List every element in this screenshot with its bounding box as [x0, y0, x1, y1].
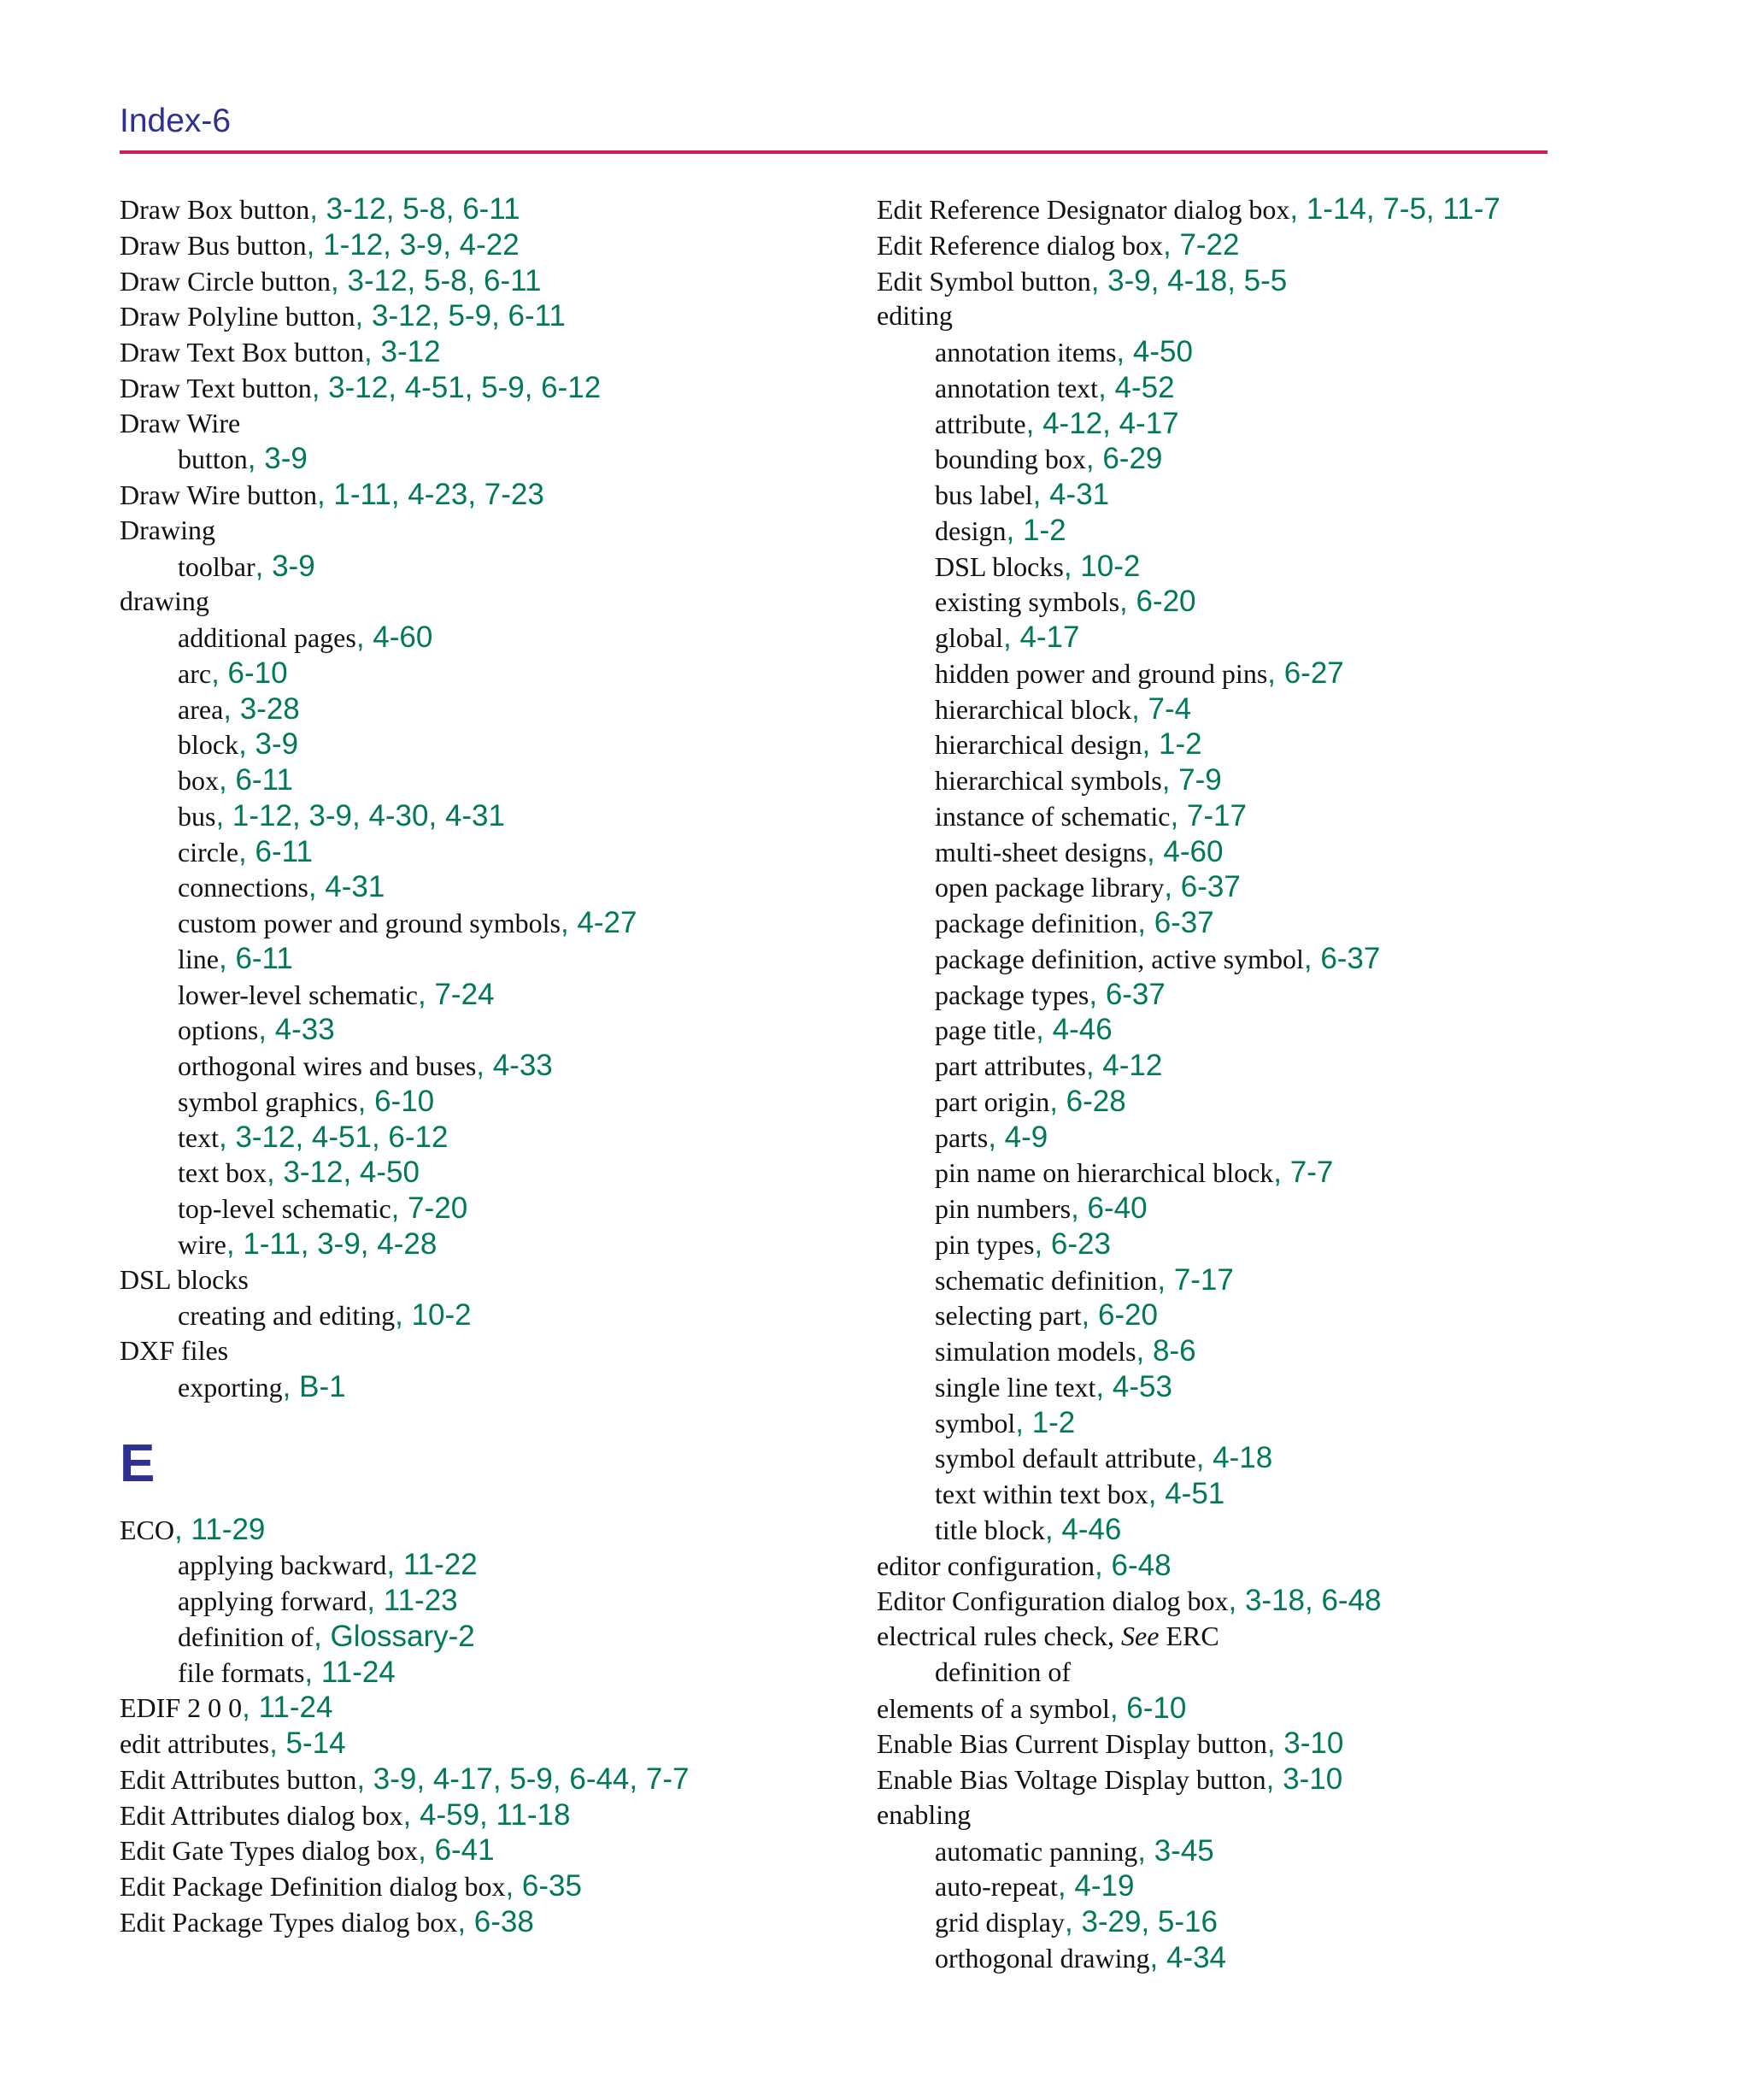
index-term: pin name on hierarchical block [935, 1157, 1274, 1189]
page-references[interactable]: 6-37 [1154, 906, 1214, 939]
index-subentry: options, 4-33 [178, 1013, 335, 1047]
index-term: Draw Polyline button [120, 301, 355, 332]
index-term: bounding box [935, 444, 1086, 475]
index-subentry: circle, 6-11 [178, 834, 313, 868]
index-term: design [935, 515, 1007, 546]
index-term: auto-repeat [935, 1871, 1058, 1903]
index-term: open package library [935, 872, 1165, 903]
page-references[interactable]: 3-12, 5-8, 6-11 [347, 263, 542, 297]
page-references[interactable]: 6-37 [1105, 977, 1166, 1011]
page-references[interactable]: 4-33 [492, 1049, 553, 1082]
page-references[interactable]: 3-10 [1283, 1726, 1344, 1761]
page-references[interactable]: 7-9 [1178, 763, 1222, 797]
page-references[interactable]: 1-12, 3-9, 4-22 [323, 227, 520, 262]
index-subentry: symbol, 1-2 [935, 1405, 1076, 1439]
index-subentry: creating and editing, 10-2 [178, 1298, 472, 1332]
page-references[interactable]: 7-24 [434, 977, 495, 1011]
index-entry: elements of a symbol, 6-10 [877, 1691, 1187, 1725]
index-subentry: applying forward, 11-23 [178, 1584, 458, 1617]
index-subentry: definition of, Glossary-2 [178, 1619, 475, 1653]
page-references[interactable]: 4-18 [1213, 1441, 1273, 1475]
page-references[interactable]: 8-6 [1153, 1334, 1196, 1368]
index-term: Drawing [120, 514, 215, 545]
index-subentry: multi-sheet designs, 4-60 [935, 834, 1224, 868]
page-references[interactable]: 4-46 [1061, 1512, 1122, 1546]
page-references[interactable]: 3-12, 4-51, 5-9, 6-12 [328, 370, 602, 404]
index-entry: Draw Wire button, 1-11, 4-23, 7-23 [120, 478, 544, 511]
index-subentry: bus, 1-12, 3-9, 4-30, 4-31 [178, 798, 505, 832]
page-references[interactable]: 4-46 [1052, 1013, 1113, 1047]
page-references[interactable]: 7-17 [1186, 798, 1247, 832]
index-term: Draw Circle button [120, 265, 332, 297]
index-term: Edit Symbol button [877, 265, 1091, 297]
index-term: definition of [178, 1621, 314, 1652]
page-references[interactable]: 11-23 [383, 1584, 458, 1617]
index-subentry: existing symbols, 6-20 [935, 585, 1196, 619]
index-term: parts [935, 1121, 989, 1153]
index-term: connections [178, 872, 308, 903]
index-term: Draw Text Box button [120, 337, 365, 368]
index-subentry: block, 3-9 [178, 727, 299, 762]
page-references[interactable]: 4-52 [1114, 370, 1175, 404]
index-term: Edit Package Types dialog box [120, 1906, 458, 1938]
index-entry [120, 584, 872, 620]
index-entry: Draw Text button, 3-12, 4-51, 5-9, 6-12 [120, 370, 602, 404]
page-references[interactable]: 6-37 [1320, 941, 1381, 975]
index-entry: editor configuration, 6-48 [877, 1548, 1172, 1582]
index-subentry: symbol graphics, 6-10 [178, 1084, 435, 1118]
index-term: applying forward [178, 1585, 367, 1616]
index-term: multi-sheet designs [935, 836, 1147, 868]
index-term: hidden power and ground pins [935, 657, 1268, 689]
index-term: toolbar [178, 550, 255, 582]
index-term: text box [178, 1157, 267, 1189]
page-references[interactable]: 4-51 [1165, 1477, 1225, 1510]
page-references[interactable]: 4-9 [1004, 1120, 1048, 1154]
page-references[interactable]: 6-23 [1050, 1226, 1111, 1261]
index-entry: Enable Bias Voltage Display button, 3-10 [877, 1762, 1343, 1796]
page-references[interactable]: 6-35 [521, 1869, 582, 1903]
index-subentry: schematic definition, 7-17 [935, 1262, 1234, 1297]
index-term: button [178, 444, 248, 475]
index-term: selecting part [935, 1300, 1082, 1332]
page-references[interactable]: 6-28 [1066, 1084, 1126, 1118]
index-term: text within text box [935, 1479, 1148, 1509]
page-references[interactable]: 3-12, 4-50 [283, 1156, 420, 1190]
index-subentry: lower-level schematic, 7-24 [178, 977, 495, 1011]
page-references[interactable]: 6-29 [1102, 442, 1163, 476]
index-entry [120, 513, 872, 549]
index-term: box [178, 765, 219, 796]
header-rule [120, 150, 1547, 154]
index-subentry: DSL blocks, 10-2 [935, 549, 1141, 583]
index-term: elements of a symbol [877, 1692, 1110, 1724]
page-references[interactable]: 3-29, 5-16 [1081, 1905, 1218, 1938]
index-term: Edit Reference dialog box [877, 229, 1163, 261]
page-references[interactable]: 4-60 [373, 621, 433, 654]
index-term: annotation items [935, 337, 1117, 368]
page-references[interactable]: 3-10 [1283, 1762, 1343, 1796]
index-term: Draw Text button [120, 372, 312, 403]
index-term: Edit Reference Designator dialog box [877, 194, 1290, 225]
page-references[interactable]: 11-22 [402, 1548, 478, 1582]
index-subentry: annotation text, 4-52 [935, 370, 1175, 404]
index-term: orthogonal wires and buses [178, 1050, 477, 1081]
page-references[interactable]: B-1 [299, 1369, 346, 1403]
index-subentry: bus label, 4-31 [935, 478, 1110, 511]
index-term: electrical rules check, [877, 1621, 1115, 1651]
index-term: hierarchical design [935, 729, 1142, 761]
page-references[interactable]: 10-2 [411, 1298, 472, 1332]
index-subentry: orthogonal wires and buses, 4-33 [178, 1049, 553, 1082]
index-term: Draw Wire [120, 407, 241, 438]
index-term: Draw Bus button [120, 229, 307, 261]
index-entry: edit attributes, 5-14 [120, 1726, 346, 1760]
index-term: symbol [935, 1407, 1016, 1438]
index-term: applying backward [178, 1550, 387, 1581]
index-subentry: instance of schematic, 7-17 [935, 798, 1247, 832]
page-references[interactable]: 4-50 [1132, 335, 1193, 368]
index-entry: Editor Configuration dialog box, 3-18, 6-48 [877, 1584, 1382, 1618]
index-entry [120, 406, 872, 442]
index-term: wire [178, 1228, 226, 1260]
index-term: edit attributes [120, 1728, 270, 1759]
index-term: exporting [178, 1371, 283, 1403]
index-term: package definition [935, 908, 1138, 938]
index-term: EDIF 2 0 0 [120, 1692, 243, 1724]
page-references[interactable]: 4-60 [1163, 834, 1224, 868]
index-term: drawing [120, 585, 209, 617]
index-term: existing symbols [935, 586, 1120, 618]
index-term: enabling [877, 1798, 972, 1830]
index-term: Enable Bias Voltage Display button [877, 1764, 1266, 1795]
index-term: Editor Configuration dialog box [877, 1585, 1229, 1617]
index-subentry: hierarchical block, 7-4 [935, 691, 1192, 726]
index-term: Edit Gate Types dialog box [120, 1835, 419, 1867]
index-term: bus label [935, 479, 1033, 510]
page-references[interactable]: 4-12, 4-17 [1042, 406, 1179, 440]
page-references[interactable]: 11-29 [191, 1512, 266, 1546]
index-subentry: text within text box, 4-51 [935, 1477, 1225, 1510]
page-references[interactable]: 6-27 [1283, 656, 1344, 690]
page-references[interactable]: 4-12 [1102, 1049, 1163, 1082]
index-term: part attributes [935, 1050, 1086, 1081]
index-subentry: attribute, 4-12, 4-17 [935, 406, 1179, 440]
index-entry: Edit Package Types dialog box, 6-38 [120, 1904, 534, 1938]
index-subentry: pin numbers, 6-40 [935, 1191, 1148, 1225]
index-entry: Draw Bus button, 1-12, 3-9, 4-22 [120, 227, 520, 262]
index-entry: Edit Reference Designator dialog box, 1-14, 7-5, 11-7 [877, 192, 1500, 226]
index-term: arc [178, 657, 212, 689]
page-references[interactable]: 6-37 [1180, 870, 1241, 904]
page-references[interactable]: 5-14 [285, 1726, 346, 1760]
page-references[interactable]: 4-59, 11-18 [419, 1797, 571, 1832]
index-term: top-level schematic [178, 1193, 391, 1224]
index-entry [120, 1333, 872, 1369]
page-references[interactable]: 10-2 [1080, 549, 1141, 583]
index-subentry: bounding box, 6-29 [935, 442, 1163, 476]
index-subentry: open package library, 6-37 [935, 870, 1241, 904]
index-term: circle [178, 836, 239, 868]
page-references[interactable]: 4-31 [325, 870, 385, 904]
index-term: text [178, 1121, 219, 1153]
page-references[interactable]: 4-19 [1074, 1869, 1135, 1903]
page-references[interactable]: 4-17 [1019, 621, 1080, 654]
index-term: line [178, 943, 219, 974]
index-subentry: connections, 4-31 [178, 870, 385, 904]
index-subentry: custom power and ground symbols, 4-27 [178, 906, 637, 939]
index-subentry: pin types, 6-23 [935, 1226, 1111, 1261]
index-subentry: grid display, 3-29, 5-16 [935, 1905, 1218, 1938]
page-references[interactable]: 3-9 [264, 442, 308, 476]
index-term: page title [935, 1015, 1036, 1046]
page-references[interactable]: 3-12, 5-9, 6-11 [371, 299, 566, 333]
index-term: ECO [120, 1514, 174, 1545]
index-subentry: package types, 6-37 [935, 977, 1166, 1011]
index-term: pin numbers [935, 1193, 1072, 1224]
index-entry: Edit Attributes dialog box, 4-59, 11-18 [120, 1797, 571, 1832]
index-entry: Edit Reference dialog box, 7-22 [877, 227, 1240, 262]
index-subentry: arc, 6-10 [178, 656, 288, 690]
index-term: hierarchical block [935, 693, 1132, 725]
index-term: Draw Box button [120, 194, 310, 225]
index-subentry: button, 3-9 [178, 442, 308, 476]
index-entry [877, 1619, 1560, 1655]
index-entry: Edit Gate Types dialog box, 6-41 [120, 1833, 495, 1868]
index-term: schematic definition [935, 1264, 1158, 1296]
index-subentry: single line text, 4-53 [935, 1369, 1172, 1403]
index-entry [120, 1262, 872, 1298]
index-column-left [120, 191, 872, 1940]
index-term: attribute [935, 408, 1026, 439]
index-subentry: top-level schematic, 7-20 [178, 1191, 468, 1225]
index-term: file formats [178, 1656, 305, 1688]
index-term: part origin [935, 1085, 1050, 1117]
index-subentry: additional pages, 4-60 [178, 621, 433, 654]
index-subentry: design, 1-2 [935, 513, 1066, 547]
index-term: single line text [935, 1371, 1096, 1403]
index-term: additional pages [178, 622, 356, 653]
page-references[interactable]: 4-53 [1112, 1369, 1172, 1403]
index-subentry: part origin, 6-28 [935, 1084, 1126, 1118]
page-header: Index-6 [120, 103, 232, 139]
page-references[interactable]: 3-12 [380, 335, 441, 368]
see-target: ERC [1166, 1621, 1219, 1651]
page-references[interactable]: 3-9 [272, 549, 315, 583]
index-subentry: symbol default attribute, 4-18 [935, 1441, 1273, 1475]
index-subentry: annotation items, 4-50 [935, 335, 1193, 368]
index-term: package types [935, 979, 1089, 1010]
page-references[interactable]: 7-22 [1179, 227, 1240, 262]
page-references[interactable]: 6-38 [473, 1904, 534, 1938]
index-entry: Edit Attributes button, 3-9, 4-17, 5-9, 6-44, 7-7 [120, 1762, 690, 1796]
index-entry: Enable Bias Current Display button, 3-10 [877, 1726, 1344, 1761]
index-term: symbol graphics [178, 1085, 358, 1117]
index-term: symbol default attribute [935, 1443, 1196, 1474]
page-references[interactable]: 11-24 [320, 1655, 396, 1689]
index-term: package definition, active symbol [935, 943, 1304, 974]
index-subentry: title block, 4-46 [935, 1512, 1122, 1546]
page-references[interactable]: 6-20 [1097, 1298, 1158, 1332]
index-term: block [178, 729, 239, 761]
index-subentry: auto-repeat, 4-19 [935, 1869, 1135, 1903]
index-entry: EDIF 2 0 0, 11-24 [120, 1691, 333, 1725]
index-subentry: applying backward, 11-22 [178, 1548, 478, 1582]
index-term: bus [178, 800, 216, 832]
index-subentry: box, 6-11 [178, 763, 293, 797]
index-subentry: orthogonal drawing, 4-34 [935, 1940, 1227, 1974]
index-term: editing [877, 300, 953, 332]
index-entry: Draw Polyline button, 3-12, 5-9, 6-11 [120, 299, 566, 333]
index-term: area [178, 693, 224, 725]
page-references[interactable]: 1-2 [1159, 727, 1202, 762]
page-references[interactable]: 3-9, 4-17, 5-9, 6-44, 7-7 [373, 1762, 690, 1796]
page-references[interactable]: 7-17 [1173, 1262, 1234, 1297]
page-references[interactable]: 3-18, 6-48 [1244, 1584, 1382, 1618]
index-subentry: package definition, active symbol, 6-37 [935, 941, 1381, 975]
page-references[interactable]: 6-40 [1087, 1191, 1148, 1225]
index-subentry: text, 3-12, 4-51, 6-12 [178, 1120, 449, 1154]
page-references[interactable]: 3-45 [1154, 1833, 1214, 1868]
index-term: orthogonal drawing [935, 1942, 1150, 1974]
index-term: simulation models [935, 1336, 1136, 1367]
index-term: annotation text [935, 372, 1099, 403]
index-subentry: page title, 4-46 [935, 1013, 1113, 1047]
index-subentry: hierarchical design, 1-2 [935, 727, 1202, 762]
page-references[interactable]: 1-14, 7-5, 11-7 [1306, 192, 1500, 226]
page-references[interactable]: 6-11 [235, 941, 293, 975]
index-term: title block [935, 1514, 1045, 1545]
page-references[interactable]: 6-48 [1111, 1548, 1172, 1582]
index-subentry [877, 1655, 1560, 1691]
index-term: Edit Package Definition dialog box [120, 1871, 506, 1902]
page-references[interactable]: 1-11, 3-9, 4-28 [243, 1226, 438, 1261]
index-subentry: part attributes, 4-12 [935, 1049, 1163, 1082]
index-entry: ECO, 11-29 [120, 1512, 266, 1546]
page-references[interactable]: 3-12, 5-8, 6-11 [326, 192, 520, 226]
page-references[interactable]: Glossary-2 [330, 1619, 475, 1653]
index-subentry: hidden power and ground pins, 6-27 [935, 656, 1344, 690]
page-references[interactable]: 1-2 [1023, 513, 1066, 547]
page-references[interactable]: 6-10 [1126, 1691, 1187, 1725]
index-entry: Draw Text Box button, 3-12 [120, 335, 441, 368]
index-column-right [877, 191, 1560, 1976]
index-subentry: pin name on hierarchical block, 7-7 [935, 1156, 1334, 1190]
index-term: DXF files [120, 1335, 229, 1366]
page-references[interactable]: 4-34 [1166, 1940, 1227, 1974]
page-references[interactable]: 6-11 [255, 834, 313, 868]
index-subentry: selecting part, 6-20 [935, 1298, 1158, 1332]
index-term: editor configuration [877, 1550, 1095, 1581]
index-term: custom power and ground symbols [178, 908, 561, 938]
index-entry [877, 298, 1560, 334]
index-term: automatic panning [935, 1835, 1138, 1867]
index-subentry: exporting, B-1 [178, 1369, 346, 1403]
index-term: global [935, 622, 1003, 653]
index-term: Draw Wire button [120, 479, 317, 510]
index-term: Edit Attributes button [120, 1763, 357, 1795]
index-subentry: line, 6-11 [178, 941, 293, 975]
page-references[interactable]: 6-10 [374, 1084, 435, 1118]
index-subentry: text box, 3-12, 4-50 [178, 1156, 420, 1190]
page-references[interactable]: 7-20 [408, 1191, 468, 1225]
index-subentry: automatic panning, 3-45 [935, 1833, 1214, 1868]
page-references[interactable]: 7-7 [1289, 1156, 1334, 1190]
index-subentry: parts, 4-9 [935, 1120, 1048, 1154]
index-subentry: package definition, 6-37 [935, 906, 1214, 939]
page-references[interactable]: 1-2 [1031, 1405, 1076, 1439]
index-subentry: area, 3-28 [178, 691, 300, 726]
index-term: creating and editing [178, 1300, 396, 1332]
page-references[interactable]: 4-27 [577, 906, 637, 939]
index-entry: Draw Box button, 3-12, 5-8, 6-11 [120, 192, 520, 226]
index-term: definition of [935, 1656, 1072, 1687]
index-subentry: hierarchical symbols, 7-9 [935, 763, 1222, 797]
index-term: lower-level schematic [178, 979, 418, 1010]
page-references[interactable]: 3-9 [255, 727, 299, 762]
index-subentry: wire, 1-11, 3-9, 4-28 [178, 1226, 438, 1261]
page-references[interactable]: 11-24 [258, 1691, 333, 1725]
page-references[interactable]: 4-31 [1049, 478, 1110, 511]
index-entry: Draw Circle button, 3-12, 5-8, 6-11 [120, 263, 542, 297]
index-entry: Edit Package Definition dialog box, 6-35 [120, 1869, 582, 1903]
page-references[interactable]: 7-4 [1148, 691, 1192, 726]
index-entry: Edit Symbol button, 3-9, 4-18, 5-5 [877, 263, 1288, 297]
index-subentry: toolbar, 3-9 [178, 549, 315, 583]
index-term: DSL blocks [935, 550, 1064, 582]
index-term: Edit Attributes dialog box [120, 1799, 403, 1831]
page-references[interactable]: 6-20 [1136, 585, 1196, 619]
index-subentry: simulation models, 8-6 [935, 1334, 1196, 1368]
index-term: options [178, 1015, 259, 1046]
index-entry [877, 1797, 1560, 1833]
index-subentry: global, 4-17 [935, 621, 1080, 654]
index-subentry: file formats, 11-24 [178, 1655, 396, 1689]
index-term: Enable Bias Current Display button [877, 1728, 1267, 1760]
index-term: instance of schematic [935, 800, 1171, 832]
page-references[interactable]: 3-12, 4-51, 6-12 [235, 1120, 449, 1154]
index-term: grid display [935, 1907, 1065, 1938]
page-references[interactable]: 1-11, 4-23, 7-23 [333, 478, 544, 511]
index-term: pin types [935, 1228, 1035, 1260]
page-references[interactable]: 6-10 [227, 656, 288, 690]
page-references[interactable]: 6-41 [434, 1833, 495, 1868]
page-references[interactable]: 4-33 [274, 1013, 335, 1047]
index-term: DSL blocks [120, 1263, 249, 1295]
page-references[interactable]: 1-12, 3-9, 4-30, 4-31 [232, 798, 505, 832]
page-references[interactable]: 6-11 [235, 763, 293, 797]
page-references[interactable]: 3-9, 4-18, 5-5 [1107, 263, 1288, 297]
section-letter-heading: E [120, 1433, 156, 1493]
index-term: hierarchical symbols [935, 765, 1162, 796]
see-reference: See [1121, 1621, 1160, 1651]
page-references[interactable]: 3-28 [239, 691, 300, 726]
